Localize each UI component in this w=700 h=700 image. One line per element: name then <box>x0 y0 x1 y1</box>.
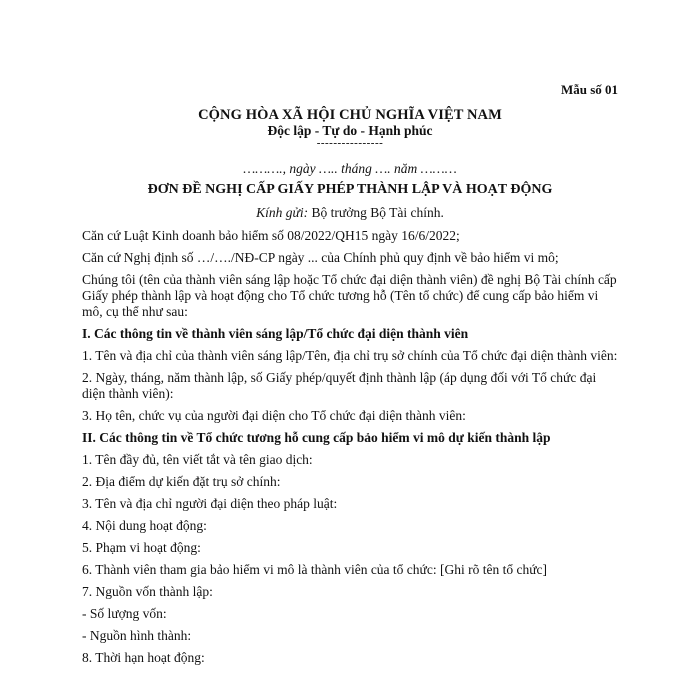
section-2-item: 8. Thời hạn hoạt động: <box>82 650 205 665</box>
section-2-item: 7. Nguồn vốn thành lập: <box>82 584 213 599</box>
paragraph-request: Chúng tôi (tên của thành viên sáng lập hoặc Tổ chức đại diện thành viên) đề nghị Bộ Tài chính cấp Giấy phép thành lập và hoạt động cho Tổ chức tương hỗ (Tên tổ chức) để cung cấp bảo hiểm vi mô, cụ thể như sau: <box>82 272 617 319</box>
document-body <box>82 228 622 672</box>
section-1-item: 1. Tên và địa chỉ của thành viên sáng lập/Tên, địa chỉ trụ sở chính của Tổ chức đại diện thành viên: <box>82 348 618 363</box>
section-2-item: 5. Phạm vi hoạt động: <box>82 540 201 555</box>
header-rule: ---------------- <box>316 137 384 149</box>
section-2-item: 2. Địa điểm dự kiến đặt trụ sở chính: <box>82 474 281 489</box>
section-2-item: 1. Tên đầy đủ, tên viết tắt và tên giao dịch: <box>82 452 313 467</box>
section-1-item: 2. Ngày, tháng, năm thành lập, số Giấy phép/quyết định thành lập (áp dụng đối với Tổ chức đại diện thành viên): <box>82 370 597 401</box>
section-2-item: 6. Thành viên tham gia bảo hiểm vi mô là thành viên của tổ chức: [Ghi rõ tên tổ chức] <box>82 562 548 577</box>
section-1-heading: I. Các thông tin về thành viên sáng lập/Tổ chức đại diện thành viên <box>82 326 469 341</box>
section-2-subitem: - Nguồn hình thành: <box>82 628 192 643</box>
national-title: CỘNG HÒA XÃ HỘI CHỦ NGHĨA VIỆT NAM <box>198 107 502 123</box>
section-1-item: 3. Họ tên, chức vụ của người đại diện cho Tổ chức đại diện thành viên: <box>82 408 466 423</box>
document-title: ĐƠN ĐỀ NGHỊ CẤP GIẤY PHÉP THÀNH LẬP VÀ HOẠT ĐỘNG <box>147 182 553 197</box>
paragraph-legal-basis-decree: Căn cứ Nghị định số …/…./NĐ-CP ngày ... của Chính phủ quy định về bảo hiểm vi mô; <box>82 250 559 265</box>
national-motto: Độc lập - Tự do - Hạnh phúc <box>267 123 433 138</box>
section-2-heading: II. Các thông tin về Tổ chức tương hỗ cung cấp bảo hiểm vi mô dự kiến thành lập <box>82 430 551 445</box>
recipient-label: Kính gửi: <box>256 205 309 220</box>
recipient-value: Bộ trưởng Bộ Tài chính. <box>308 205 444 220</box>
section-2-item: 4. Nội dung hoạt động: <box>82 518 207 533</box>
section-2-subitem: - Số lượng vốn: <box>82 606 167 621</box>
paragraph-legal-basis-law: Căn cứ Luật Kinh doanh bảo hiểm số 08/2022/QH15 ngày 16/6/2022; <box>82 228 460 243</box>
date-line: ………., ngày ….. tháng …. năm ……… <box>243 161 457 176</box>
form-number: Mẫu số 01 <box>560 82 618 97</box>
recipient-line <box>0 205 700 221</box>
section-2-item: 3. Tên và địa chỉ người đại diện theo pháp luật: <box>82 496 338 511</box>
